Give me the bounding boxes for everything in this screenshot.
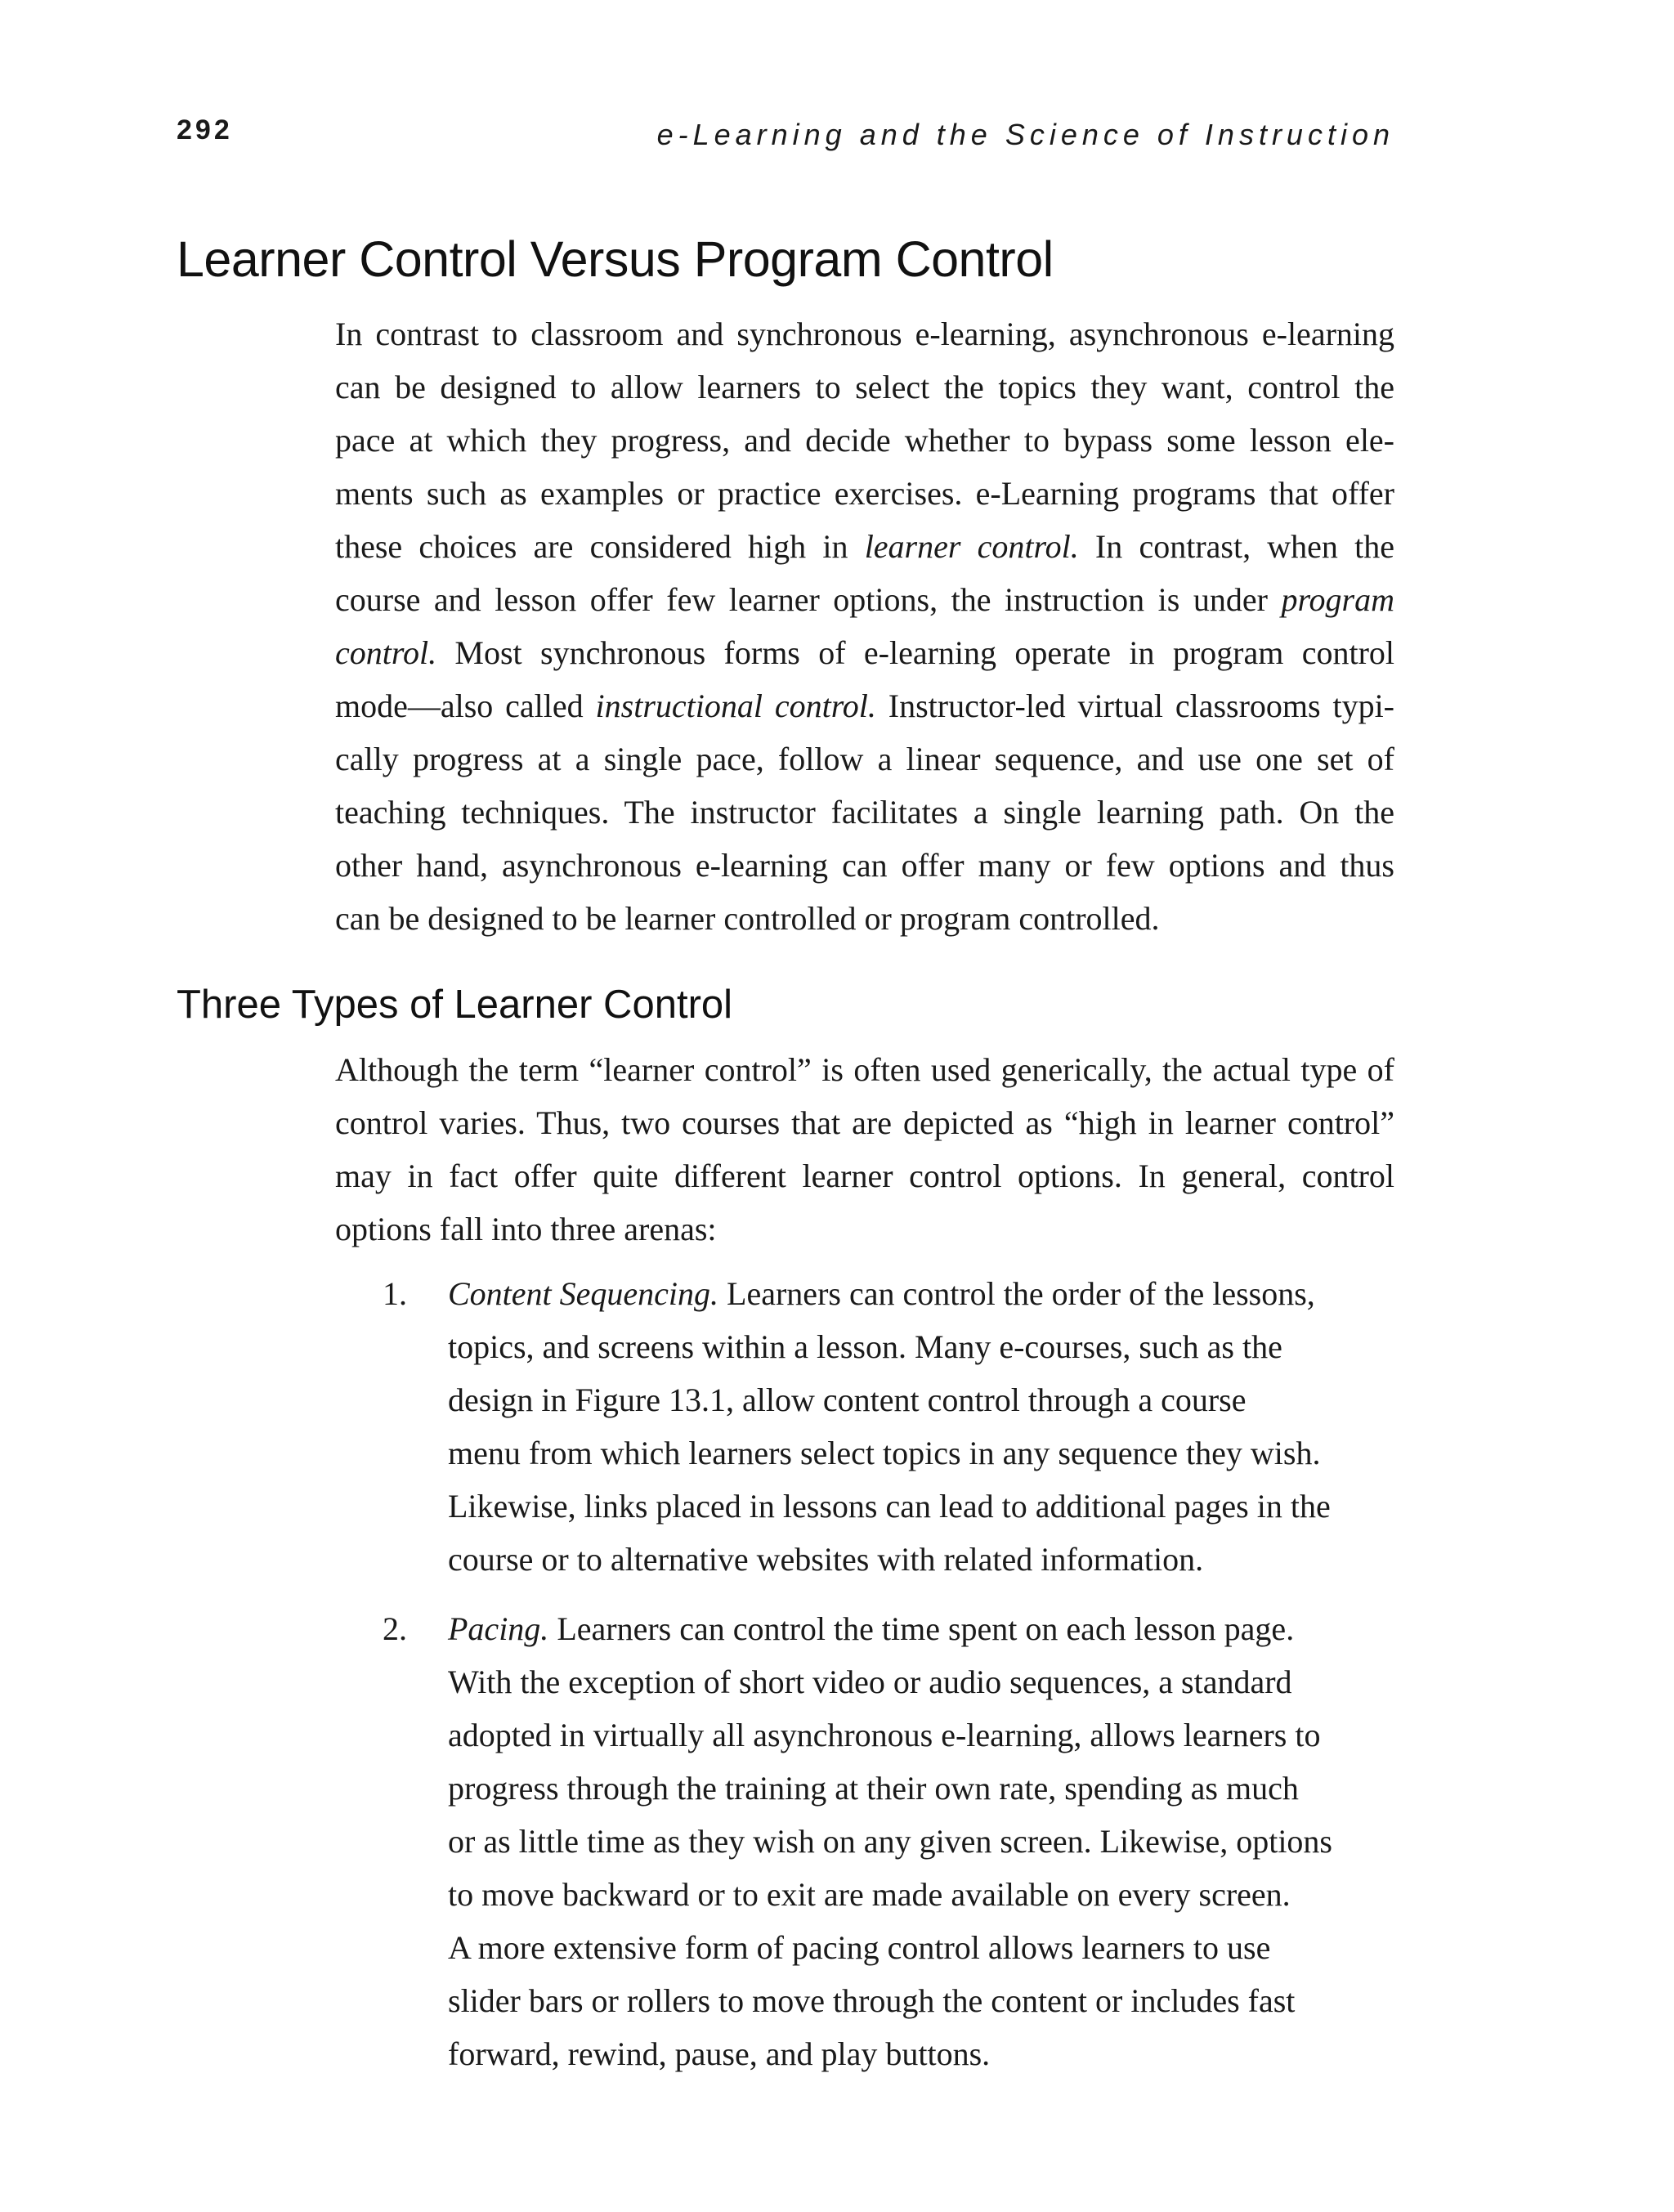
- list-item-body: [448, 1602, 1394, 2080]
- text-line: slider bars or rollers to move through the content or includes fast: [448, 1982, 1296, 2019]
- text-line: [335, 679, 1394, 732]
- text-run: mode—also called: [335, 687, 596, 724]
- section-title: Learner Control Versus Program Control: [177, 231, 1054, 287]
- text-run: these choices are considered high in: [335, 528, 865, 565]
- text-line: may in fact offer quite different learner control options. In general, control: [335, 1157, 1394, 1194]
- text-line: other hand, asynchronous e-learning can offer many or few options and thus: [335, 847, 1394, 884]
- list-number: 2.: [383, 1610, 407, 1647]
- text-line: A more extensive form of pacing control allows learners to use: [448, 1929, 1271, 1966]
- text-line: to move backward or to exit are made available on every screen.: [448, 1876, 1291, 1913]
- text-run: In contrast, when the: [1078, 528, 1394, 565]
- text-line: progress through the training at their own rate, spending as much: [448, 1770, 1299, 1807]
- text-run: Instructor-led virtual classrooms typi-: [875, 687, 1395, 724]
- text-run: course and lesson offer few learner options, the instruction is under: [335, 581, 1282, 618]
- list-item: [383, 1602, 1394, 2080]
- emphasis-control: control.: [335, 634, 437, 671]
- subsection-paragraph: [335, 1043, 1394, 1256]
- section-paragraph: [335, 307, 1394, 945]
- page-number: 292: [177, 114, 233, 146]
- emphasis-instructional-control: instructional control.: [595, 687, 876, 724]
- text-line: options fall into three arenas:: [335, 1211, 717, 1247]
- text-line: teaching techniques. The instructor facilitates a single learning path. On the: [335, 794, 1394, 831]
- text-line: ments such as examples or practice exercises. e-Learning programs that offer: [335, 475, 1394, 512]
- text-line: With the exception of short video or audio sequences, a standard: [448, 1663, 1292, 1700]
- running-header: [177, 114, 1394, 163]
- list-number: 1.: [383, 1275, 407, 1312]
- text-line: [448, 1602, 1394, 1655]
- text-line: adopted in virtually all asynchronous e-learning, allows learners to: [448, 1717, 1321, 1753]
- text-run: Learners can control the time spent on each lesson page.: [548, 1610, 1295, 1647]
- list-item-body: [448, 1267, 1394, 1586]
- text-line: [335, 520, 1394, 573]
- text-line: pace at which they progress, and decide whether to bypass some lesson ele-: [335, 422, 1394, 459]
- text-line: can be designed to allow learners to select the topics they want, control the: [335, 369, 1394, 405]
- numbered-list-item-2: [383, 1602, 1394, 2080]
- text-line: course or to alternative websites with related information.: [448, 1541, 1204, 1578]
- text-line: Although the term “learner control” is often used generically, the actual type of: [335, 1051, 1394, 1088]
- list-term: Pacing.: [448, 1610, 549, 1647]
- text-line: [448, 1267, 1394, 1320]
- text-line: In contrast to classroom and synchronous e-learning, asynchronous e-learning: [335, 316, 1394, 352]
- text-line: cally progress at a single pace, follow a linear sequence, and use one set of: [335, 741, 1394, 777]
- text-line: design in Figure 13.1, allow content control through a course: [448, 1381, 1247, 1418]
- emphasis-learner-control: learner control.: [864, 528, 1079, 565]
- text-line: Likewise, links placed in lessons can lead to additional pages in the: [448, 1488, 1331, 1525]
- list-item: [383, 1267, 1394, 1586]
- emphasis-program: program: [1281, 581, 1394, 618]
- text-line: can be designed to be learner controlled or program controlled.: [335, 900, 1160, 937]
- text-line: topics, and screens within a lesson. Many e-courses, such as the: [448, 1328, 1282, 1365]
- text-run: Learners can control the order of the lessons,: [718, 1275, 1315, 1312]
- list-term: Content Sequencing.: [448, 1275, 719, 1312]
- numbered-list-item-1: [383, 1267, 1394, 1586]
- text-line: control varies. Thus, two courses that are depicted as “high in learner control”: [335, 1104, 1394, 1141]
- text-line: or as little time as they wish on any given screen. Likewise, options: [448, 1823, 1332, 1860]
- subsection-title: Three Types of Learner Control: [177, 983, 733, 1027]
- text-line: [335, 573, 1394, 626]
- text-line: forward, rewind, pause, and play buttons.: [448, 2035, 991, 2072]
- text-line: [335, 626, 1394, 679]
- text-run: Most synchronous forms of e-learning operate in program control: [436, 634, 1394, 671]
- book-title: e-Learning and the Science of Instruction: [656, 118, 1394, 151]
- text-line: menu from which learners select topics in any sequence they wish.: [448, 1435, 1321, 1471]
